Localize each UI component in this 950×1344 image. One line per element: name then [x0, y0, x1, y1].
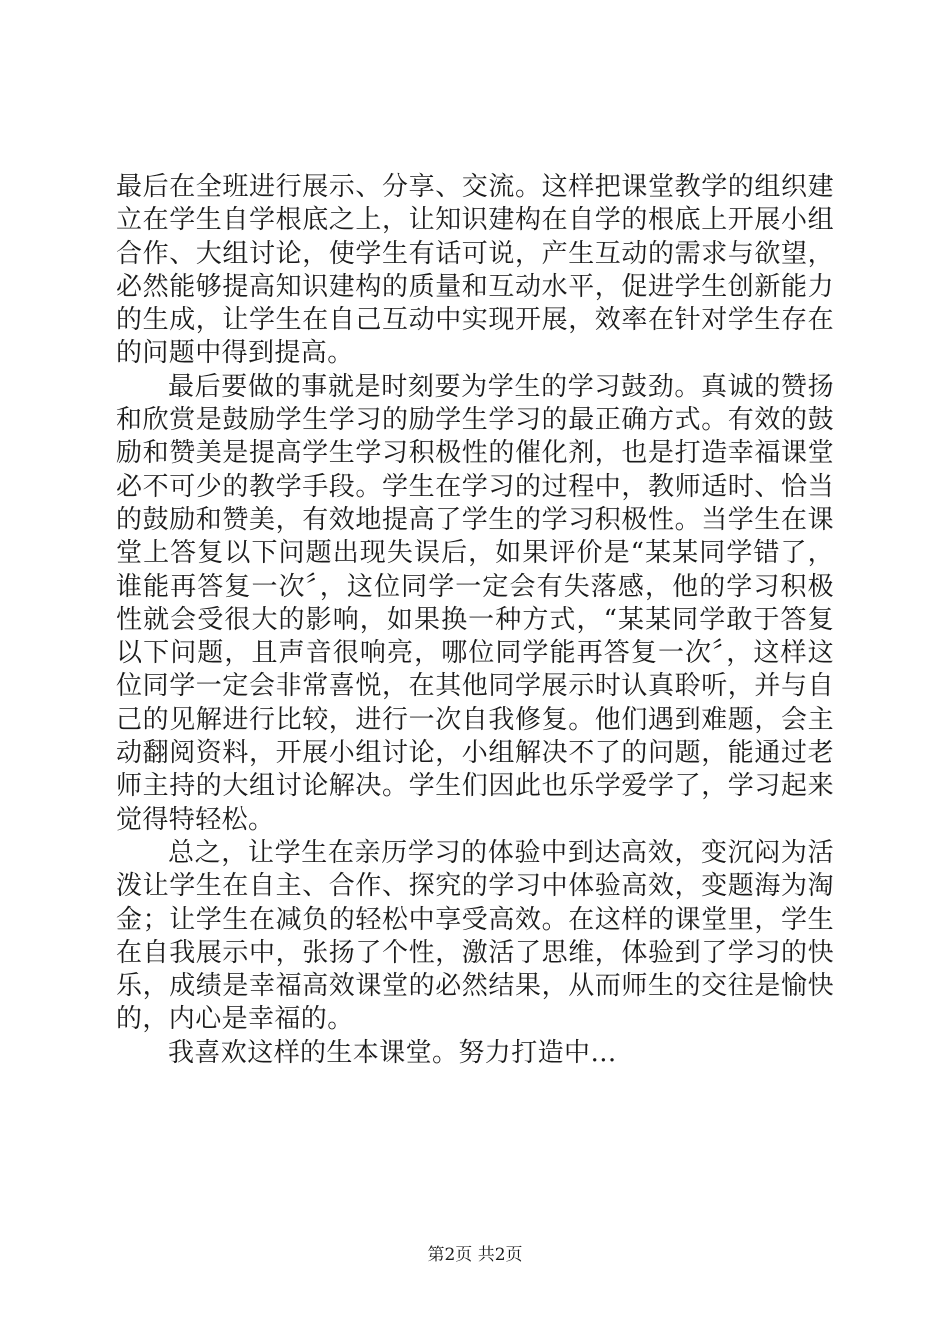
paragraph-encouragement: 最后要做的事就是时刻要为学生的学习鼓劲。真诚的赞扬和欣赏是鼓励学生学习的励学生学习的最正确方式。有效的鼓励和赞美是提高学生学习积极性的催化剂，也是打造幸福课堂必不可少的教学手段。学生在学习的过程中，教师适时、恰当的鼓励和赞美，有效地提高了学生的学习积极性。当学生在课堂上答复以下问题出现失误后，如果评价是“某某同学错了，谁能再答复一次〞，这位同学一定会有失落感，他的学习积极性就会受很大的影响，如果换一种方式，“某某同学敢于答复以下问题，且声音很响亮，哪位同学能再答复一次〞，这样这位同学一定会非常喜悦，在其他同学展示时认真聆听，并与自己的见解进行比较，进行一次自我修复。他们遇到难题，会主动翻阅资料，开展小组讨论，小组解决不了的问题，能通过老师主持的大组讨论解决。学生们因此也乐学爱学了，学习起来觉得特轻松。 — [116, 371, 834, 835]
paragraph-closing: 我喜欢这样的生本课堂。努力打造中… — [168, 1037, 617, 1068]
page-number-footer: 第2页 共2页 — [427, 1245, 523, 1265]
paragraph-summary: 总之，让学生在亲历学习的体验中到达高效，变沉闷为活泼让学生在自主、合作、探究的学习中体验高效，变题海为淘金；让学生在减负的轻松中享受高效。在这样的课堂里，学生在自我展示中，张扬了个性，激活了思维，体验到了学习的快乐，成绩是幸福高效课堂的必然结果，从而师生的交往是愉快的，内心是幸福的。 — [116, 837, 834, 1035]
document-body — [116, 171, 834, 1070]
paragraph-continuation: 最后在全班进行展示、分享、交流。这样把课堂教学的组织建立在学生自学根底之上，让知识建构在自学的根底上开展小组合作、大组讨论，使学生有话可说，产生互动的需求与欲望，必然能够提高知识建构的质量和互动水平，促进学生创新能力的生成，让学生在自己互动中实现开展，效率在针对学生存在的问题中得到提高。 — [116, 172, 834, 369]
